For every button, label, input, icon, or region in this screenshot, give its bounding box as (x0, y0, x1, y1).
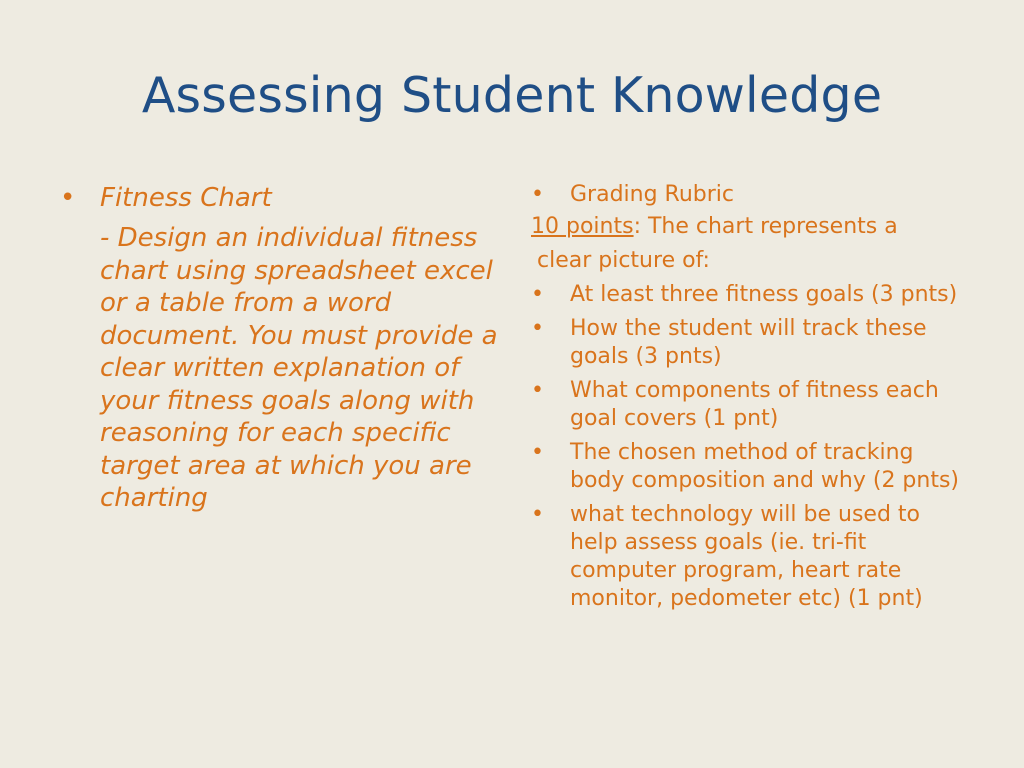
rubric-item (531, 377, 971, 433)
rubric-item-text: How the student will track these goals (3 pnts) (570, 316, 927, 369)
rubric-item (531, 501, 971, 613)
rubric-item-text: What components of fitness each goal covers (1 pnt) (570, 378, 939, 431)
bullet-dot-icon: • (531, 282, 544, 307)
points-line (531, 213, 971, 241)
rubric-item (531, 439, 971, 495)
bullet-dot-icon: • (531, 182, 544, 207)
rubric-item-text: what technology will be used to help assess goals (ie. tri-fit computer program, heart rate monitor, pedometer etc) (1 pnt) (570, 502, 923, 611)
rubric-item (531, 281, 971, 309)
grading-rubric-bullet (531, 181, 971, 209)
fitness-chart-bullet (56, 180, 502, 216)
right-column (531, 181, 971, 619)
rubric-item-text: The chosen method of tracking body composition and why (2 pnts) (570, 440, 960, 493)
left-column (56, 180, 502, 515)
bullet-dot-icon: • (60, 183, 76, 213)
points-line-2: clear picture of: (537, 248, 710, 273)
fitness-chart-label: Fitness Chart (100, 183, 272, 213)
bullet-dot-icon: • (531, 440, 544, 465)
points-rest: : The chart represents a (633, 214, 898, 239)
rubric-item-text: At least three fitness goals (3 pnts) (570, 282, 958, 307)
bullet-dot-icon: • (531, 316, 544, 341)
fitness-chart-description: - Design an individual fitness chart using spreadsheet excel or a table from a word document. You must provide a clear written explanation of your fitness goals along with reasoning for each specific target area at which you are charting (100, 223, 498, 513)
rubric-item (531, 315, 971, 371)
bullet-dot-icon: • (531, 502, 544, 527)
bullet-dot-icon: • (531, 378, 544, 403)
grading-rubric-label: Grading Rubric (570, 182, 735, 207)
slide-title: Assessing Student Knowledge (141, 67, 883, 124)
points-label: 10 points (531, 214, 634, 239)
